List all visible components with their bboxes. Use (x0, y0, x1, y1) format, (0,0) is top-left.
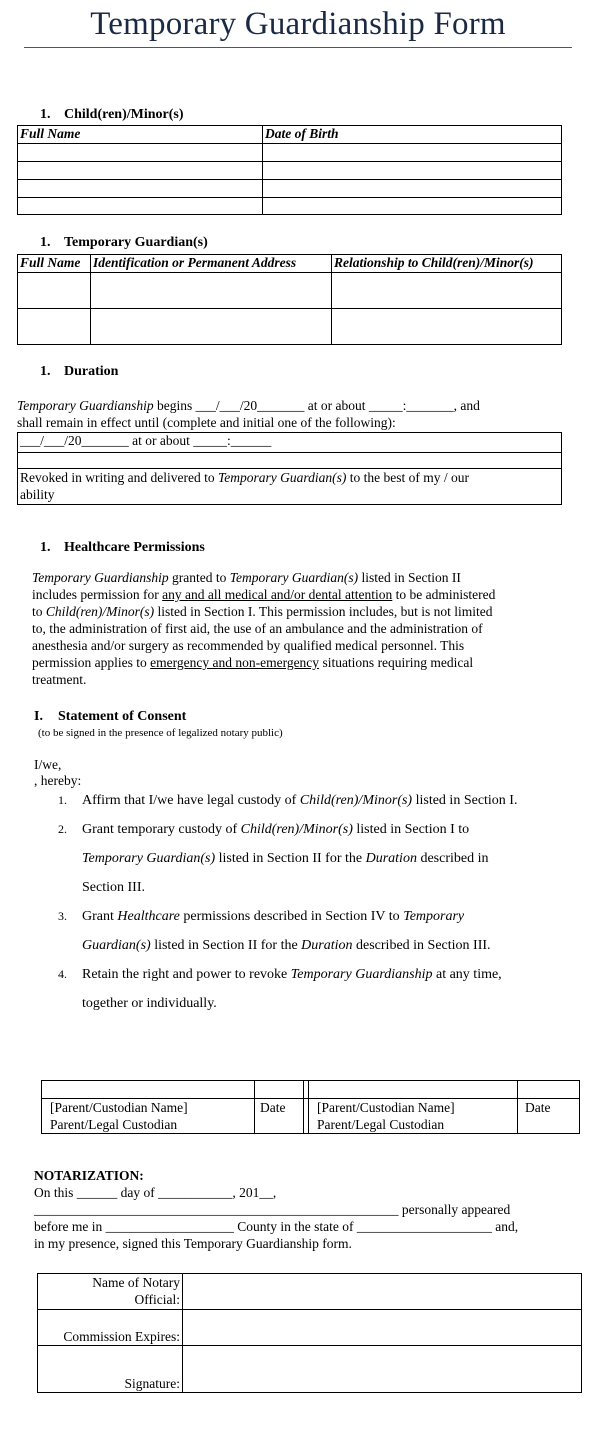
text: described in Section III. (352, 938, 491, 953)
guardian-address-cell[interactable] (91, 309, 332, 345)
duration-instruction: shall remain in effect until (complete and initial one of the following): (17, 415, 396, 430)
signature-label: Signature: (38, 1346, 183, 1393)
table-row (18, 198, 562, 215)
section-consent-heading (34, 709, 186, 725)
text: to (32, 604, 46, 619)
duration-options-table (17, 432, 562, 505)
underlined-term: any and all medical and/or dental attention (162, 587, 393, 602)
italic-term: Temporary Guardian(s) (82, 851, 216, 866)
signature-label-2 (309, 1099, 518, 1134)
text: Retain the right and power to revoke (82, 967, 291, 982)
column-header-full-name: Full Name (18, 126, 263, 144)
italic-term: Child(ren)/Minor(s) (45, 604, 155, 619)
page-title: Temporary Guardianship Form (90, 6, 506, 42)
title-divider (24, 47, 572, 48)
signature-line-2[interactable] (309, 1081, 518, 1099)
text: Section III. (82, 880, 145, 895)
text: listed in Section II for the (215, 851, 366, 866)
section-duration-heading (40, 364, 118, 380)
section-number: 1. (40, 540, 51, 555)
text: treatment. (32, 672, 87, 687)
notary-table (37, 1273, 582, 1393)
consent-hereby: , hereby: (34, 773, 82, 788)
text: listed in Section I. (412, 793, 518, 808)
duration-option-revoked[interactable] (18, 469, 562, 505)
consent-list (34, 786, 594, 1018)
custodian-name-label: [Parent/Custodian Name] (50, 1100, 188, 1115)
text: Affirm that I/we have legal custody of (82, 793, 300, 808)
text: Grant temporary custody of (82, 822, 241, 837)
column-header-date-of-birth: Date of Birth (263, 126, 562, 144)
child-dob-cell[interactable] (263, 198, 562, 215)
column-header-relationship: Relationship to Child(ren)/Minor(s) (332, 255, 562, 273)
text: described in (416, 851, 489, 866)
guardian-relationship-cell[interactable] (332, 309, 562, 345)
section-number: I. (34, 709, 43, 724)
list-item (34, 960, 594, 1018)
italic-term: Child(ren)/Minor(s) (299, 793, 413, 808)
healthcare-paragraph (32, 569, 572, 688)
label-text: Name of Notary (92, 1275, 180, 1290)
column-header-full-name: Full Name (18, 255, 91, 273)
item-number: 1. (58, 793, 67, 807)
label-text: Official: (134, 1292, 180, 1307)
text: situations requiring medical (319, 655, 474, 670)
italic-term: Child(ren)/Minor(s) (240, 822, 353, 837)
text: granted to (168, 570, 230, 585)
text: listed in Section I. This permission includes, but is not limited (154, 604, 493, 619)
guardian-address-cell[interactable] (91, 273, 332, 309)
duration-begins-line (17, 398, 480, 414)
italic-term: Duration (365, 851, 417, 866)
section-title: Temporary Guardian(s) (64, 235, 208, 250)
table-row (18, 309, 562, 345)
child-name-cell[interactable] (18, 162, 263, 180)
guardian-name-cell[interactable] (18, 309, 91, 345)
text: listed in Section II (358, 570, 461, 585)
text: at any time, (432, 967, 502, 982)
duration-option-spacer (18, 453, 562, 469)
revoked-italic-term: Temporary Guardian(s) (217, 470, 347, 485)
section-title: Duration (64, 364, 119, 379)
child-name-cell[interactable] (18, 144, 263, 162)
notarization-heading: NOTARIZATION: (34, 1168, 144, 1183)
text: listed in Section I to (352, 822, 470, 837)
text: to be administered (392, 587, 496, 602)
italic-term: Temporary Guardian(s) (229, 570, 359, 585)
revoked-text-line2: ability (20, 487, 55, 502)
custodian-role-label: Parent/Legal Custodian (317, 1117, 445, 1132)
duration-italic-term: Temporary Guardianship (17, 398, 154, 413)
notarization-line-3: before me in ___________________ County in the state of ____________________ and, (34, 1219, 519, 1234)
date-line-2[interactable] (518, 1081, 580, 1099)
section-number: 1. (40, 107, 51, 122)
date-line-1[interactable] (255, 1081, 304, 1099)
guardians-table (17, 254, 562, 345)
item-number: 3. (58, 909, 67, 923)
date-label-2: Date (518, 1099, 580, 1134)
column-header-identification: Identification or Permanent Address (91, 255, 332, 273)
child-dob-cell[interactable] (263, 180, 562, 198)
child-name-cell[interactable] (18, 180, 263, 198)
children-table (17, 125, 562, 215)
notary-signature-field[interactable] (183, 1346, 582, 1393)
table-row (18, 162, 562, 180)
revoked-text-end: to the best of my / our (346, 470, 469, 485)
italic-term: Temporary Guardianship (32, 570, 169, 585)
text: Grant (82, 909, 118, 924)
commission-expires-field[interactable] (183, 1310, 582, 1346)
notary-name-label (38, 1274, 183, 1310)
text: to, the administration of first aid, the use of an ambulance and the administration of (32, 621, 483, 636)
custodian-name-label: [Parent/Custodian Name] (317, 1100, 455, 1115)
item-number: 2. (58, 822, 67, 836)
guardian-name-cell[interactable] (18, 273, 91, 309)
revoked-text: Revoked in writing and delivered to (20, 470, 218, 485)
date-label-1: Date (255, 1099, 304, 1134)
italic-term: Temporary (403, 909, 465, 924)
table-row (18, 180, 562, 198)
section-guardians-heading (40, 235, 208, 251)
child-dob-cell[interactable] (263, 162, 562, 180)
list-item (34, 815, 594, 902)
child-name-cell[interactable] (18, 198, 263, 215)
notarization-line-1: On this ______ day of ___________, 201__, (34, 1185, 277, 1200)
notarization-line-2: ______________________________________________________ personally appeared (34, 1202, 511, 1217)
text: includes permission for (32, 587, 163, 602)
consent-iwe: I/we, (34, 757, 62, 772)
section-title: Statement of Consent (58, 709, 187, 724)
text: permissions described in Section IV to (179, 909, 404, 924)
section-number: 1. (40, 364, 51, 379)
child-dob-cell[interactable] (263, 144, 562, 162)
italic-term: Healthcare (117, 909, 180, 924)
text: permission applies to (32, 655, 151, 670)
list-item (34, 786, 594, 815)
custodian-role-label: Parent/Legal Custodian (50, 1117, 178, 1132)
italic-term: Temporary Guardianship (290, 967, 433, 982)
guardian-relationship-cell[interactable] (332, 273, 562, 309)
underlined-term: emergency and non-emergency (150, 655, 320, 670)
section-title: Child(ren)/Minor(s) (64, 107, 184, 122)
section-healthcare-heading (40, 540, 205, 556)
list-item (34, 902, 594, 960)
section-children-heading (40, 107, 184, 123)
signature-label-1 (42, 1099, 255, 1134)
signature-line-1[interactable] (42, 1081, 255, 1099)
commission-expires-label: Commission Expires: (38, 1310, 183, 1346)
italic-term: Guardian(s) (82, 938, 151, 953)
notary-name-field[interactable] (183, 1274, 582, 1310)
text: listed in Section II for the (150, 938, 302, 953)
duration-begins-text: begins ___/___/20_______ at or about _____:_______, and (153, 398, 480, 413)
duration-option-date[interactable]: ___/___/20_______ at or about _____:______ (18, 433, 562, 453)
table-row (18, 273, 562, 309)
table-row (18, 144, 562, 162)
text: together or individually. (82, 996, 217, 1011)
notarization-line-4: in my presence, signed this Temporary Guardianship form. (34, 1236, 352, 1251)
signature-table (41, 1080, 580, 1134)
consent-note: (to be signed in the presence of legalized notary public) (38, 727, 283, 739)
italic-term: Duration (301, 938, 353, 953)
text: anesthesia and/or surgery as recommended by qualified medical personnel. This (32, 638, 465, 653)
section-title: Healthcare Permissions (64, 540, 205, 555)
section-number: 1. (40, 235, 51, 250)
item-number: 4. (58, 967, 67, 981)
